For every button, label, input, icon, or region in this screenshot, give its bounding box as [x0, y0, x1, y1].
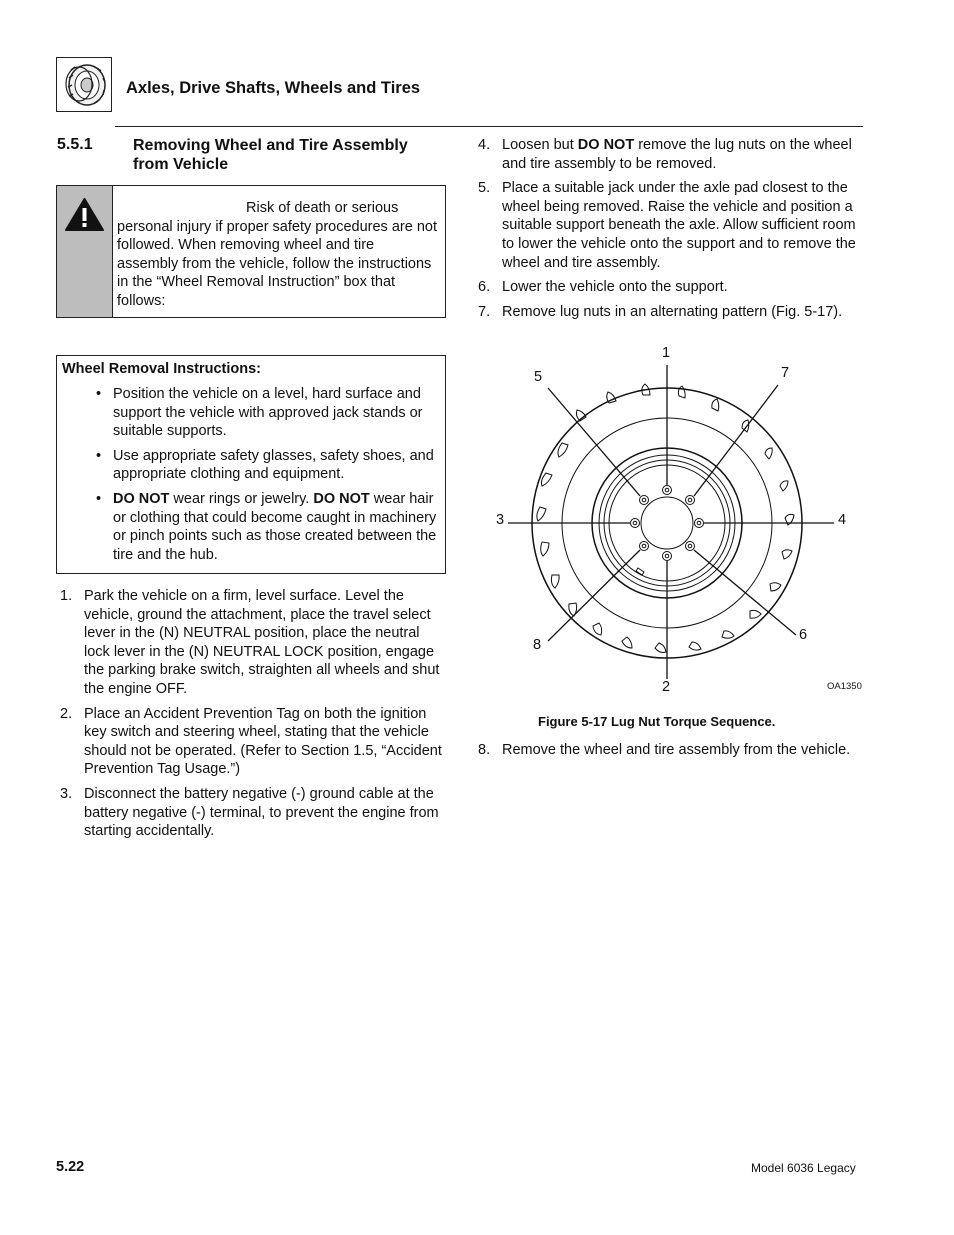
warning-text	[117, 199, 439, 311]
figure-label-6: 6	[799, 627, 808, 643]
section-title: Removing Wheel and Tire Assembly from Vehicle	[133, 137, 408, 173]
step-8: 8. Remove the wheel and tire assembly from the vehicle.	[478, 742, 851, 758]
steps-right	[475, 136, 867, 327]
step-4: 4. Loosen but DO NOT remove the lug nuts on the wheel and tire assembly to be removed.	[478, 137, 852, 172]
leader-lines	[508, 365, 834, 679]
figure-id: OA1350	[827, 681, 862, 692]
list-item: • Position the vehicle on a level, hard surface and support the vehicle with approved jack stands or suitable supports.	[96, 386, 423, 440]
instructions-title: Wheel Removal Instructions:	[62, 361, 262, 377]
warning-triangle-icon	[57, 196, 112, 236]
figure-label-1: 1	[662, 345, 671, 361]
instructions-list	[96, 385, 442, 570]
figure-caption: Figure 5-17 Lug Nut Torque Sequence.	[538, 714, 776, 729]
lug-nut	[663, 486, 672, 495]
step-7: 7. Remove lug nuts in an alternating pattern (Fig. 5-17).	[478, 303, 843, 320]
steps-right-after-figure	[475, 741, 867, 766]
step-5: 5. Place a suitable jack under the axle pad closest to the wheel being removed. Raise the vehicle and position a suitable support beneath the axle. Allow sufficient room to lower the vehicle onto the support and to remove the wheel and tire assembly.	[478, 180, 856, 271]
valve-stem	[636, 568, 644, 575]
lug-nut	[640, 542, 649, 551]
hub-center	[641, 497, 693, 549]
lug-nut	[640, 496, 649, 505]
section-number: 5.5.1	[57, 136, 93, 153]
step-1: 1. Park the vehicle on a firm, level surface. Level the vehicle, ground the attachment, place the travel select lever in the (N) NEUTRAL position, place the neutral lock lever in the (N) NEUTRAL LOCK position, engage the parking brake switch, straighten all wheels and shut the engine OFF.	[60, 588, 440, 697]
lug-nut	[695, 519, 704, 528]
warning-icon-panel	[57, 186, 113, 317]
step-2: 2. Place an Accident Prevention Tag on both the ignition key switch and steering wheel, stating that the vehicle should not be operated. (Refer to Section 1.5, “Accident Prevention Tag Usage.”)	[60, 705, 442, 778]
lug-nut	[686, 542, 695, 551]
lug-nut	[663, 552, 672, 561]
step-6: 6. Lower the vehicle onto the support.	[478, 279, 728, 296]
list-item: • DO NOT wear rings or jewelry. DO NOT wear hair or clothing that could become caught in machinery or pinch points such as those created between the tire and the hub.	[96, 490, 437, 563]
step-3: 3. Disconnect the battery negative (-) ground cable at the battery negative (-) terminal, to prevent the engine from starting accidentally.	[60, 785, 439, 840]
figure-label-3: 3	[496, 512, 505, 528]
steps-left	[57, 587, 447, 847]
lug-nut-figure	[470, 335, 870, 710]
header-wheel-icon	[56, 57, 112, 112]
header-title: Axles, Drive Shafts, Wheels and Tires	[126, 79, 421, 97]
footer-model: Model 6036 Legacy	[751, 1161, 856, 1175]
list-item: • Use appropriate safety glasses, safety shoes, and appropriate clothing and equipment.	[96, 447, 434, 483]
figure-label-2: 2	[662, 679, 671, 695]
lug-nut	[631, 519, 640, 528]
figure-label-8: 8	[533, 637, 542, 653]
warning-rest: personal injury if proper safety procedures are not followed. When removing wheel and tire assembly from the vehicle, follow the instructions in the “Wheel Removal Instruction” box that follows:	[117, 218, 437, 309]
warning-line1: Risk of death or serious	[246, 200, 399, 216]
figure-label-7: 7	[781, 365, 790, 381]
figure-label-4: 4	[838, 512, 847, 528]
figure-label-5: 5	[534, 369, 543, 385]
header-rule	[115, 126, 863, 127]
page-number: 5.22	[56, 1159, 85, 1175]
lug-nut	[686, 496, 695, 505]
